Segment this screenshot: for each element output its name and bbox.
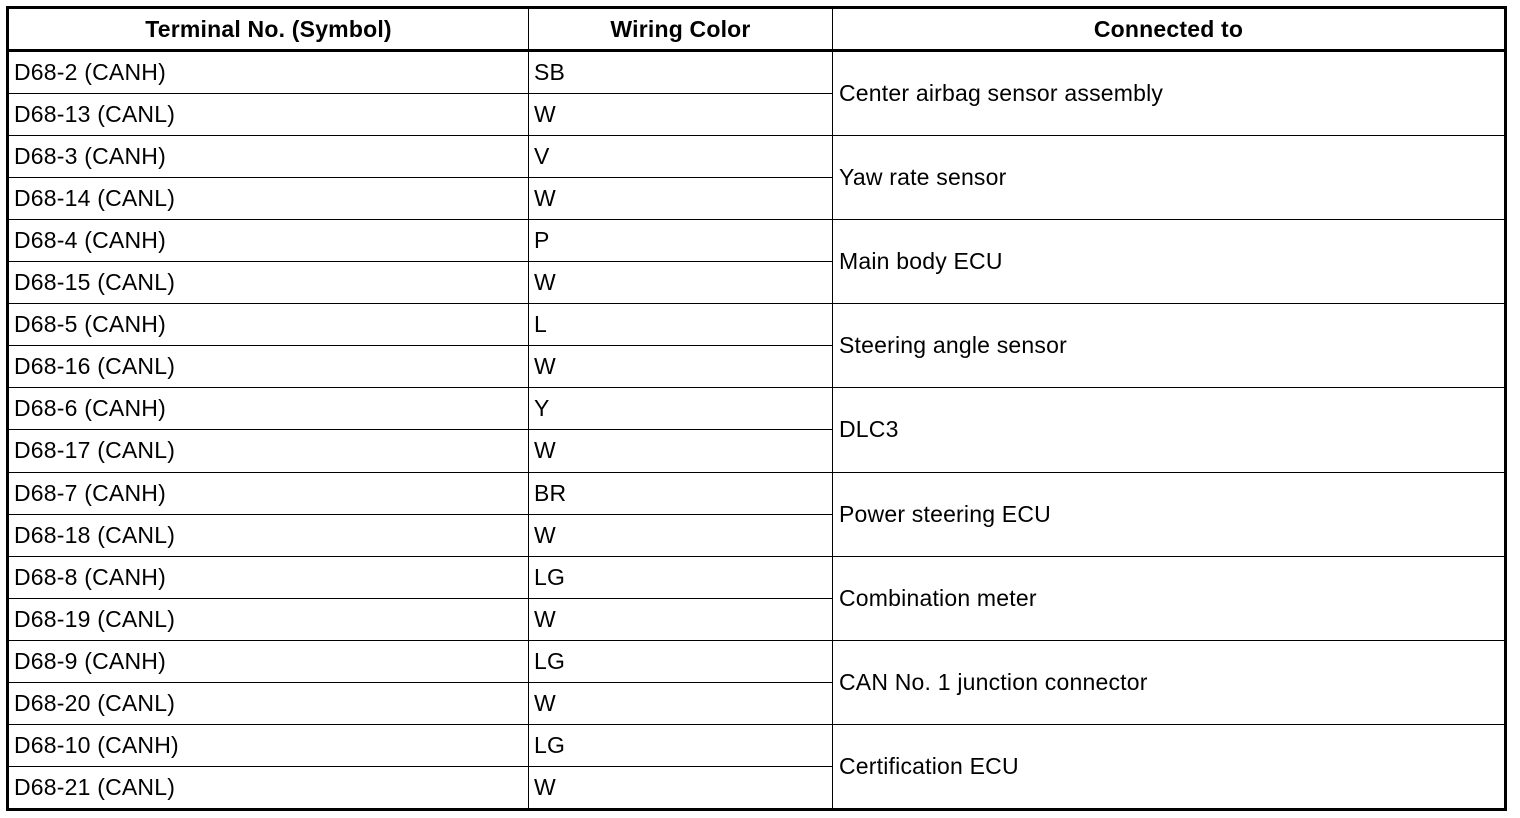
terminal-cell: D68-14 (CANL) — [8, 178, 529, 220]
wiring-color-cell: LG — [529, 724, 833, 766]
terminal-cell: D68-9 (CANH) — [8, 640, 529, 682]
wiring-color-cell: W — [529, 346, 833, 388]
terminal-cell: D68-15 (CANL) — [8, 262, 529, 304]
wiring-color-cell: P — [529, 220, 833, 262]
connected-to-cell: Center airbag sensor assembly — [833, 51, 1506, 136]
connected-to-cell: Certification ECU — [833, 724, 1506, 809]
header-connected-to: Connected to — [833, 8, 1506, 51]
wiring-color-cell: W — [529, 598, 833, 640]
wiring-color-cell: SB — [529, 51, 833, 94]
wiring-color-cell: Y — [529, 388, 833, 430]
terminal-cell: D68-5 (CANH) — [8, 304, 529, 346]
connected-to-cell: CAN No. 1 junction connector — [833, 640, 1506, 724]
wiring-color-cell: BR — [529, 472, 833, 514]
wiring-color-cell: LG — [529, 640, 833, 682]
wiring-color-cell: W — [529, 94, 833, 136]
table-row — [8, 640, 1506, 682]
connected-to-cell: Power steering ECU — [833, 472, 1506, 556]
terminal-cell: D68-21 (CANL) — [8, 766, 529, 809]
terminal-cell: D68-13 (CANL) — [8, 94, 529, 136]
table-row — [8, 136, 1506, 178]
wiring-color-cell: V — [529, 136, 833, 178]
wiring-table — [6, 6, 1507, 811]
header-row — [8, 8, 1506, 51]
wiring-color-cell: W — [529, 682, 833, 724]
terminal-cell: D68-20 (CANL) — [8, 682, 529, 724]
connected-to-cell: Combination meter — [833, 556, 1506, 640]
terminal-cell: D68-10 (CANH) — [8, 724, 529, 766]
wiring-color-cell: L — [529, 304, 833, 346]
table-header — [8, 8, 1506, 51]
connected-to-cell: DLC3 — [833, 388, 1506, 472]
wiring-color-cell: LG — [529, 556, 833, 598]
table-row — [8, 304, 1506, 346]
connected-to-cell: Main body ECU — [833, 220, 1506, 304]
table-row — [8, 220, 1506, 262]
terminal-cell: D68-2 (CANH) — [8, 51, 529, 94]
table-row — [8, 724, 1506, 766]
terminal-cell: D68-16 (CANL) — [8, 346, 529, 388]
terminal-cell: D68-7 (CANH) — [8, 472, 529, 514]
table-row — [8, 556, 1506, 598]
terminal-cell: D68-6 (CANH) — [8, 388, 529, 430]
terminal-cell: D68-8 (CANH) — [8, 556, 529, 598]
wiring-color-cell: W — [529, 178, 833, 220]
connected-to-cell: Steering angle sensor — [833, 304, 1506, 388]
table-body — [8, 51, 1506, 810]
connected-to-cell: Yaw rate sensor — [833, 136, 1506, 220]
header-terminal: Terminal No. (Symbol) — [8, 8, 529, 51]
terminal-cell: D68-17 (CANL) — [8, 430, 529, 472]
table-row — [8, 472, 1506, 514]
wiring-color-cell: W — [529, 766, 833, 809]
wiring-color-cell: W — [529, 514, 833, 556]
terminal-cell: D68-18 (CANL) — [8, 514, 529, 556]
table-row — [8, 51, 1506, 94]
wiring-color-cell: W — [529, 262, 833, 304]
terminal-cell: D68-3 (CANH) — [8, 136, 529, 178]
table-row — [8, 388, 1506, 430]
wiring-color-cell: W — [529, 430, 833, 472]
terminal-cell: D68-19 (CANL) — [8, 598, 529, 640]
header-wiring-color: Wiring Color — [529, 8, 833, 51]
terminal-cell: D68-4 (CANH) — [8, 220, 529, 262]
